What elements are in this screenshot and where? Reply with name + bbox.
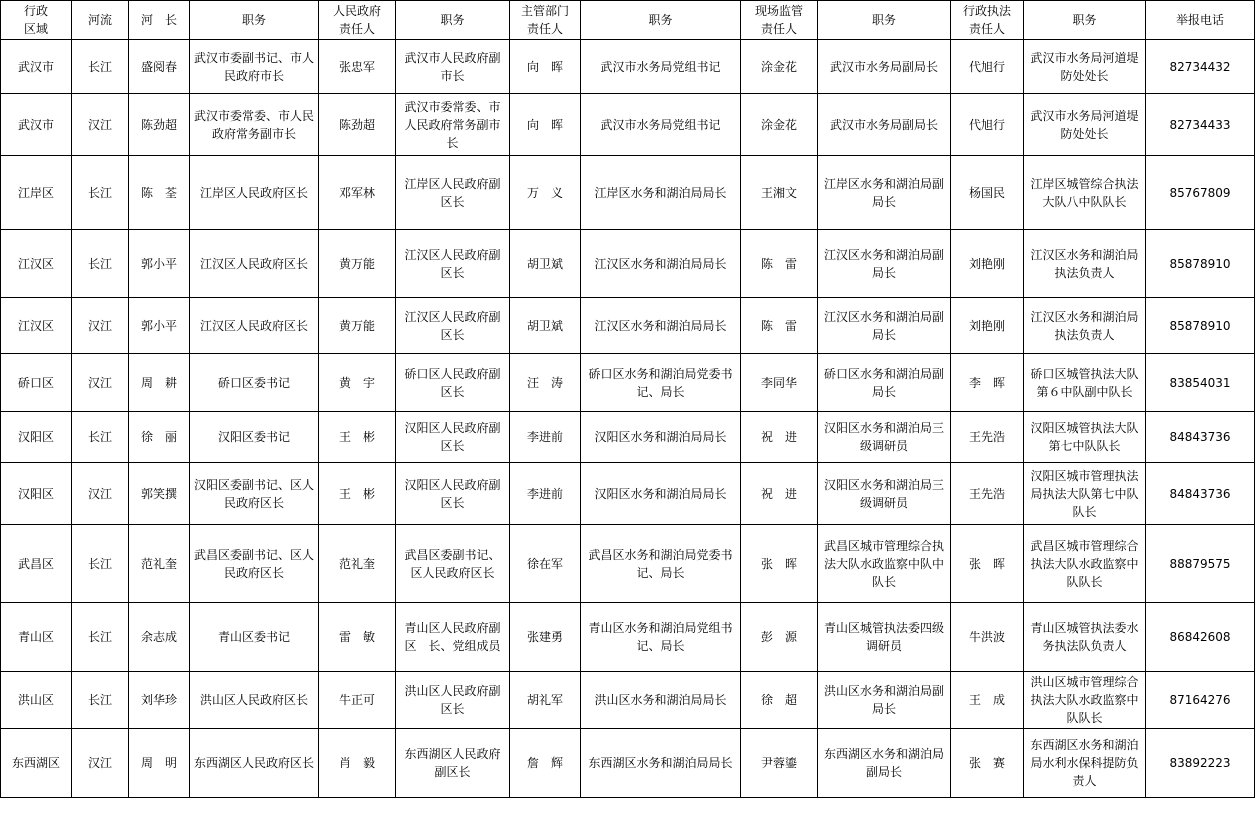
gov-person-cell: 王 彬 xyxy=(319,463,396,525)
report-phone-cell: 86842608 xyxy=(1146,603,1255,672)
gov-person-cell: 张忠军 xyxy=(319,40,396,94)
chief-position-cell: 洪山区人民政府区长 xyxy=(190,672,319,729)
river-cell: 长江 xyxy=(72,156,129,230)
enforcer-cell: 杨国民 xyxy=(951,156,1024,230)
table-row xyxy=(1,298,1255,354)
dept-person-cell: 汪 涛 xyxy=(510,354,581,412)
enforcer-position-cell: 武汉市水务局河道堤防处处长 xyxy=(1024,40,1146,94)
supervisor-position-cell: 武汉市水务局副局长 xyxy=(818,40,951,94)
gov-person-cell: 雷 敏 xyxy=(319,603,396,672)
table-row xyxy=(1,354,1255,412)
river-chief-cell: 陈劲超 xyxy=(129,94,190,156)
supervisor-position-cell: 江汉区水务和湖泊局副局长 xyxy=(818,230,951,298)
river-chief-cell: 陈 荃 xyxy=(129,156,190,230)
region-cell: 江汉区 xyxy=(1,230,72,298)
dept-person-cell: 胡卫斌 xyxy=(510,298,581,354)
table-row xyxy=(1,412,1255,463)
dept-position-cell: 东西湖区水务和湖泊局局长 xyxy=(581,729,741,798)
dept-person-cell: 李进前 xyxy=(510,412,581,463)
enforcer-position-cell: 汉阳区城管执法大队第七中队队长 xyxy=(1024,412,1146,463)
river-chief-cell: 郭小平 xyxy=(129,298,190,354)
report-phone-cell: 87164276 xyxy=(1146,672,1255,729)
region-cell: 东西湖区 xyxy=(1,729,72,798)
header-dept-person: 主管部门 责任人 xyxy=(510,1,581,40)
dept-position-cell: 青山区水务和湖泊局党组书记、局长 xyxy=(581,603,741,672)
table-row xyxy=(1,94,1255,156)
table-header xyxy=(1,1,1255,40)
supervisor-cell: 祝 进 xyxy=(741,412,818,463)
enforcer-position-cell: 洪山区城市管理综合执法大队水政监察中队队长 xyxy=(1024,672,1146,729)
enforcer-cell: 张 赛 xyxy=(951,729,1024,798)
enforcer-cell: 王先浩 xyxy=(951,412,1024,463)
supervisor-cell: 王湘文 xyxy=(741,156,818,230)
river-chief-cell: 范礼奎 xyxy=(129,525,190,603)
enforcer-position-cell: 武汉市水务局河道堤防处处长 xyxy=(1024,94,1146,156)
river-cell: 长江 xyxy=(72,672,129,729)
chief-position-cell: 武昌区委副书记、区人民政府区长 xyxy=(190,525,319,603)
chief-position-cell: 汉阳区委副书记、区人民政府区长 xyxy=(190,463,319,525)
chief-position-cell: 硚口区委书记 xyxy=(190,354,319,412)
river-chief-cell: 周 耕 xyxy=(129,354,190,412)
gov-person-cell: 范礼奎 xyxy=(319,525,396,603)
river-chief-cell: 郭小平 xyxy=(129,230,190,298)
supervisor-position-cell: 汉阳区水务和湖泊局三级调研员 xyxy=(818,412,951,463)
enforcer-position-cell: 江汉区水务和湖泊局执法负责人 xyxy=(1024,230,1146,298)
region-cell: 武昌区 xyxy=(1,525,72,603)
table-row xyxy=(1,672,1255,729)
river-cell: 汉江 xyxy=(72,354,129,412)
gov-position-cell: 武昌区委副书记、区人民政府区长 xyxy=(396,525,510,603)
chief-position-cell: 东西湖区人民政府区长 xyxy=(190,729,319,798)
dept-person-cell: 张建勇 xyxy=(510,603,581,672)
header-river-chief: 河 长 xyxy=(129,1,190,40)
river-cell: 长江 xyxy=(72,525,129,603)
river-chief-cell: 徐 丽 xyxy=(129,412,190,463)
supervisor-cell: 李同华 xyxy=(741,354,818,412)
gov-position-cell: 洪山区人民政府副区长 xyxy=(396,672,510,729)
header-supervisor-position: 职务 xyxy=(818,1,951,40)
enforcer-cell: 李 晖 xyxy=(951,354,1024,412)
header-enforcer-position: 职务 xyxy=(1024,1,1146,40)
river-chief-cell: 郭笑撰 xyxy=(129,463,190,525)
chief-position-cell: 汉阳区委书记 xyxy=(190,412,319,463)
chief-position-cell: 江汉区人民政府区长 xyxy=(190,230,319,298)
report-phone-cell: 85878910 xyxy=(1146,298,1255,354)
river-cell: 长江 xyxy=(72,230,129,298)
enforcer-position-cell: 江汉区水务和湖泊局执法负责人 xyxy=(1024,298,1146,354)
dept-position-cell: 武昌区水务和湖泊局党委书记、局长 xyxy=(581,525,741,603)
enforcer-cell: 王 成 xyxy=(951,672,1024,729)
header-river: 河流 xyxy=(72,1,129,40)
river-chief-cell: 周 明 xyxy=(129,729,190,798)
region-cell: 汉阳区 xyxy=(1,463,72,525)
region-cell: 武汉市 xyxy=(1,40,72,94)
dept-position-cell: 江汉区水务和湖泊局局长 xyxy=(581,298,741,354)
dept-person-cell: 胡卫斌 xyxy=(510,230,581,298)
dept-person-cell: 詹 辉 xyxy=(510,729,581,798)
chief-position-cell: 江岸区人民政府区长 xyxy=(190,156,319,230)
report-phone-cell: 84843736 xyxy=(1146,412,1255,463)
header-enforcer: 行政执法 责任人 xyxy=(951,1,1024,40)
report-phone-cell: 88879575 xyxy=(1146,525,1255,603)
supervisor-cell: 涂金花 xyxy=(741,40,818,94)
dept-person-cell: 李进前 xyxy=(510,463,581,525)
dept-position-cell: 武汉市水务局党组书记 xyxy=(581,40,741,94)
supervisor-cell: 彭 源 xyxy=(741,603,818,672)
header-dept-position: 职务 xyxy=(581,1,741,40)
header-supervisor: 现场监管 责任人 xyxy=(741,1,818,40)
gov-person-cell: 陈劲超 xyxy=(319,94,396,156)
header-row xyxy=(1,1,1255,40)
report-phone-cell: 85878910 xyxy=(1146,230,1255,298)
region-cell: 江汉区 xyxy=(1,298,72,354)
dept-person-cell: 徐在军 xyxy=(510,525,581,603)
river-cell: 长江 xyxy=(72,412,129,463)
gov-position-cell: 武汉市委常委、市人民政府常务副市长 xyxy=(396,94,510,156)
chief-position-cell: 青山区委书记 xyxy=(190,603,319,672)
river-cell: 汉江 xyxy=(72,463,129,525)
gov-position-cell: 青山区人民政府副区 长、党组成员 xyxy=(396,603,510,672)
gov-person-cell: 肖 毅 xyxy=(319,729,396,798)
supervisor-position-cell: 汉阳区水务和湖泊局三级调研员 xyxy=(818,463,951,525)
chief-position-cell: 江汉区人民政府区长 xyxy=(190,298,319,354)
supervisor-position-cell: 东西湖区水务和湖泊局副局长 xyxy=(818,729,951,798)
table-row xyxy=(1,729,1255,798)
river-chief-cell: 余志成 xyxy=(129,603,190,672)
supervisor-cell: 祝 进 xyxy=(741,463,818,525)
river-cell: 长江 xyxy=(72,40,129,94)
table-row xyxy=(1,525,1255,603)
header-chief-position: 职务 xyxy=(190,1,319,40)
dept-person-cell: 胡礼军 xyxy=(510,672,581,729)
dept-position-cell: 洪山区水务和湖泊局局长 xyxy=(581,672,741,729)
table-row xyxy=(1,40,1255,94)
table-body xyxy=(1,40,1255,798)
gov-person-cell: 黄 宇 xyxy=(319,354,396,412)
dept-position-cell: 硚口区水务和湖泊局党委书记、局长 xyxy=(581,354,741,412)
enforcer-cell: 牛洪波 xyxy=(951,603,1024,672)
dept-position-cell: 江汉区水务和湖泊局局长 xyxy=(581,230,741,298)
dept-position-cell: 汉阳区水务和湖泊局局长 xyxy=(581,412,741,463)
gov-position-cell: 江岸区人民政府副区长 xyxy=(396,156,510,230)
dept-person-cell: 向 晖 xyxy=(510,94,581,156)
dept-position-cell: 汉阳区水务和湖泊局局长 xyxy=(581,463,741,525)
supervisor-cell: 陈 雷 xyxy=(741,230,818,298)
region-cell: 汉阳区 xyxy=(1,412,72,463)
gov-person-cell: 牛正可 xyxy=(319,672,396,729)
report-phone-cell: 82734432 xyxy=(1146,40,1255,94)
table-row xyxy=(1,156,1255,230)
header-gov-position: 职务 xyxy=(396,1,510,40)
dept-person-cell: 向 晖 xyxy=(510,40,581,94)
dept-position-cell: 武汉市水务局党组书记 xyxy=(581,94,741,156)
gov-position-cell: 江汉区人民政府副区长 xyxy=(396,230,510,298)
river-cell: 汉江 xyxy=(72,94,129,156)
enforcer-cell: 刘艳刚 xyxy=(951,298,1024,354)
report-phone-cell: 82734433 xyxy=(1146,94,1255,156)
gov-position-cell: 武汉市人民政府副市长 xyxy=(396,40,510,94)
report-phone-cell: 85767809 xyxy=(1146,156,1255,230)
supervisor-position-cell: 硚口区水务和湖泊局副局长 xyxy=(818,354,951,412)
report-phone-cell: 84843736 xyxy=(1146,463,1255,525)
gov-person-cell: 黄万能 xyxy=(319,230,396,298)
gov-position-cell: 东西湖区人民政府副区长 xyxy=(396,729,510,798)
supervisor-cell: 涂金花 xyxy=(741,94,818,156)
supervisor-position-cell: 江汉区水务和湖泊局副局长 xyxy=(818,298,951,354)
gov-position-cell: 汉阳区人民政府副区长 xyxy=(396,412,510,463)
river-cell: 长江 xyxy=(72,603,129,672)
gov-person-cell: 王 彬 xyxy=(319,412,396,463)
gov-person-cell: 黄万能 xyxy=(319,298,396,354)
region-cell: 青山区 xyxy=(1,603,72,672)
river-cell: 汉江 xyxy=(72,729,129,798)
region-cell: 武汉市 xyxy=(1,94,72,156)
table-row xyxy=(1,603,1255,672)
header-report-phone: 举报电话 xyxy=(1146,1,1255,40)
supervisor-cell: 张 晖 xyxy=(741,525,818,603)
supervisor-position-cell: 武昌区城市管理综合执法大队水政监察中队中队长 xyxy=(818,525,951,603)
region-cell: 硚口区 xyxy=(1,354,72,412)
dept-position-cell: 江岸区水务和湖泊局局长 xyxy=(581,156,741,230)
gov-person-cell: 邓军林 xyxy=(319,156,396,230)
enforcer-position-cell: 东西湖区水务和湖泊局水利水保科提防负责人 xyxy=(1024,729,1146,798)
region-cell: 江岸区 xyxy=(1,156,72,230)
gov-position-cell: 江汉区人民政府副区长 xyxy=(396,298,510,354)
region-cell: 洪山区 xyxy=(1,672,72,729)
supervisor-position-cell: 洪山区水务和湖泊局副局长 xyxy=(818,672,951,729)
enforcer-cell: 张 晖 xyxy=(951,525,1024,603)
enforcer-position-cell: 江岸区城管综合执法大队八中队队长 xyxy=(1024,156,1146,230)
enforcer-position-cell: 硚口区城管执法大队第６中队副中队长 xyxy=(1024,354,1146,412)
supervisor-position-cell: 武汉市水务局副局长 xyxy=(818,94,951,156)
report-phone-cell: 83854031 xyxy=(1146,354,1255,412)
chief-position-cell: 武汉市委常委、市人民政府常务副市长 xyxy=(190,94,319,156)
chief-position-cell: 武汉市委副书记、市人民政府市长 xyxy=(190,40,319,94)
supervisor-position-cell: 青山区城管执法委四级调研员 xyxy=(818,603,951,672)
enforcer-position-cell: 青山区城管执法委水务执法队负责人 xyxy=(1024,603,1146,672)
enforcer-cell: 王先浩 xyxy=(951,463,1024,525)
river-cell: 汉江 xyxy=(72,298,129,354)
supervisor-position-cell: 江岸区水务和湖泊局副局长 xyxy=(818,156,951,230)
river-chief-cell: 刘华珍 xyxy=(129,672,190,729)
dept-person-cell: 万 义 xyxy=(510,156,581,230)
table-row xyxy=(1,230,1255,298)
gov-position-cell: 硚口区人民政府副区长 xyxy=(396,354,510,412)
enforcer-position-cell: 武昌区城市管理综合执法大队水政监察中队队长 xyxy=(1024,525,1146,603)
gov-position-cell: 汉阳区人民政府副区长 xyxy=(396,463,510,525)
enforcer-cell: 代旭行 xyxy=(951,94,1024,156)
enforcer-cell: 刘艳刚 xyxy=(951,230,1024,298)
header-gov-person: 人民政府 责任人 xyxy=(319,1,396,40)
river-chief-cell: 盛阅春 xyxy=(129,40,190,94)
supervisor-cell: 尹蓉鎏 xyxy=(741,729,818,798)
enforcer-position-cell: 汉阳区城市管理执法局执法大队第七中队队长 xyxy=(1024,463,1146,525)
header-region: 行政 区域 xyxy=(1,1,72,40)
enforcer-cell: 代旭行 xyxy=(951,40,1024,94)
report-phone-cell: 83892223 xyxy=(1146,729,1255,798)
supervisor-cell: 陈 雷 xyxy=(741,298,818,354)
supervisor-cell: 徐 超 xyxy=(741,672,818,729)
table-row xyxy=(1,463,1255,525)
